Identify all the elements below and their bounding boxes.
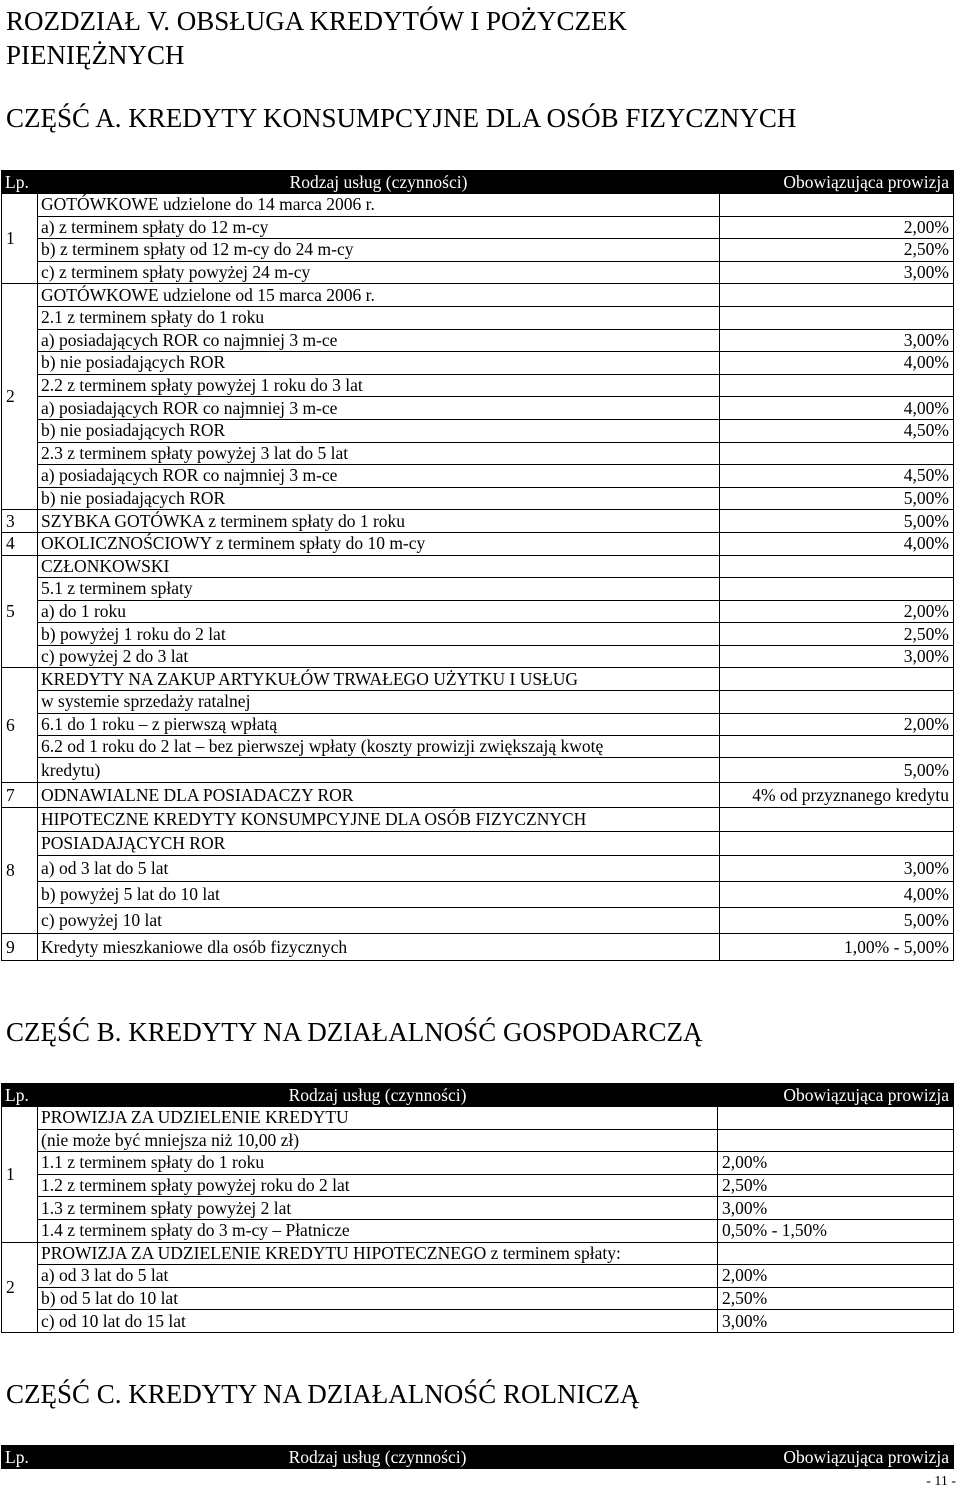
- table-row: [2, 397, 954, 420]
- row-lp: 8: [2, 808, 38, 934]
- table-part-c: [1, 1445, 954, 1469]
- table-row: [2, 1197, 954, 1220]
- row-fee: 2,50%: [720, 239, 954, 262]
- row-lp: 3: [2, 510, 38, 533]
- row-service: kredytu): [38, 758, 720, 783]
- table-row: [2, 645, 954, 668]
- row-service: 2.1 z terminem spłaty do 1 roku: [38, 306, 720, 329]
- row-service: a) posiadających ROR co najmniej 3 m-ce: [38, 397, 720, 420]
- table-row: [2, 239, 954, 262]
- row-service: 2.2 z terminem spłaty powyżej 1 roku do 3 lat: [38, 374, 720, 397]
- table-part-a: [1, 170, 954, 961]
- row-fee: 5,00%: [720, 908, 954, 934]
- row-service: 1.1 z terminem spłaty do 1 roku: [38, 1152, 718, 1175]
- table-header-row: [2, 171, 954, 194]
- row-fee: 4,00%: [720, 352, 954, 375]
- row-lp: 4: [2, 532, 38, 555]
- row-service: 1.2 z terminem spłaty powyżej roku do 2 lat: [38, 1174, 718, 1197]
- row-fee: 2,00%: [720, 600, 954, 623]
- row-lp: 2: [2, 284, 38, 510]
- row-service: 5.1 z terminem spłaty: [38, 578, 720, 601]
- row-fee: 4,50%: [720, 419, 954, 442]
- table-row: [2, 1287, 954, 1310]
- row-fee: [718, 1242, 954, 1265]
- table-row: [2, 1152, 954, 1175]
- row-fee: [720, 736, 954, 758]
- row-service: OKOLICZNOŚCIOWY z terminem spłaty do 10 m-cy: [38, 532, 720, 555]
- row-fee: 2,00%: [720, 713, 954, 736]
- row-service: a) do 1 roku: [38, 600, 720, 623]
- table-row: [2, 329, 954, 352]
- row-fee: 4% od przyznanego kredytu: [720, 783, 954, 808]
- table-row: [2, 419, 954, 442]
- row-fee: 5,00%: [720, 487, 954, 510]
- table-row: [2, 532, 954, 555]
- header-lp: Lp.: [2, 171, 38, 194]
- row-service: (nie może być mniejsza niż 10,00 zł): [38, 1129, 718, 1152]
- row-fee: [720, 194, 954, 217]
- header-service: Rodzaj usług (czynności): [38, 1446, 718, 1469]
- row-service: b) nie posiadających ROR: [38, 487, 720, 510]
- table-row: [2, 783, 954, 808]
- row-service: HIPOTECZNE KREDYTY KONSUMPCYJNE DLA OSÓB FIZYCZNYCH: [38, 808, 720, 832]
- row-service: GOTÓWKOWE udzielone od 15 marca 2006 r.: [38, 284, 720, 307]
- row-fee: 3,00%: [720, 856, 954, 882]
- row-service: b) nie posiadających ROR: [38, 419, 720, 442]
- row-service: w systemie sprzedaży ratalnej: [38, 691, 720, 714]
- header-fee: Obowiązująca prowizja: [718, 1084, 954, 1107]
- row-service: PROWIZJA ZA UDZIELENIE KREDYTU: [38, 1107, 718, 1130]
- table-row: [2, 510, 954, 533]
- row-service: CZŁONKOWSKI: [38, 555, 720, 578]
- header-service: Rodzaj usług (czynności): [38, 171, 720, 194]
- row-fee: [720, 306, 954, 329]
- row-service: b) nie posiadających ROR: [38, 352, 720, 375]
- row-fee: 5,00%: [720, 510, 954, 533]
- table-header-row: [2, 1446, 954, 1469]
- row-service: KREDYTY NA ZAKUP ARTYKUŁÓW TRWAŁEGO UŻYTKU I USŁUG: [38, 668, 720, 691]
- table-row: [2, 261, 954, 284]
- row-service: PROWIZJA ZA UDZIELENIE KREDYTU HIPOTECZNEGO z terminem spłaty:: [38, 1242, 718, 1265]
- row-service: Kredyty mieszkaniowe dla osób fizycznych: [38, 934, 720, 961]
- row-service: a) posiadających ROR co najmniej 3 m-ce: [38, 329, 720, 352]
- chapter-title-line-2: PIENIĘŻNYCH: [6, 40, 185, 70]
- table-part-b: [1, 1083, 954, 1333]
- row-service: a) od 3 lat do 5 lat: [38, 1265, 718, 1288]
- row-service: c) od 10 lat do 15 lat: [38, 1310, 718, 1333]
- table-row: [2, 713, 954, 736]
- row-fee: 4,00%: [720, 882, 954, 908]
- section-c-title: CZĘŚĆ C. KREDYTY NA DZIAŁALNOŚĆ ROLNICZĄ: [6, 1379, 640, 1409]
- row-service: 1.4 z terminem spłaty do 3 m-cy – Płatnicze: [38, 1219, 718, 1242]
- table-row: [2, 600, 954, 623]
- row-lp: 5: [2, 555, 38, 668]
- row-fee: 5,00%: [720, 758, 954, 783]
- row-service: c) powyżej 10 lat: [38, 908, 720, 934]
- row-service: c) z terminem spłaty powyżej 24 m-cy: [38, 261, 720, 284]
- row-fee: 2,00%: [718, 1152, 954, 1175]
- table-row: [2, 1129, 954, 1152]
- row-service: 1.3 z terminem spłaty powyżej 2 lat: [38, 1197, 718, 1220]
- table-row: [2, 284, 954, 307]
- row-lp: 2: [2, 1242, 38, 1332]
- row-fee: 3,00%: [718, 1310, 954, 1333]
- table-row: [2, 1242, 954, 1265]
- table-row: [2, 758, 954, 783]
- section-a-title: CZĘŚĆ A. KREDYTY KONSUMPCYJNE DLA OSÓB FIZYCZNYCH: [6, 103, 797, 133]
- chapter-title-line-1: ROZDZIAŁ V. OBSŁUGA KREDYTÓW I POŻYCZEK: [6, 6, 627, 36]
- row-lp: 7: [2, 783, 38, 808]
- row-fee: [720, 691, 954, 714]
- row-service: b) z terminem spłaty od 12 m-cy do 24 m-cy: [38, 239, 720, 262]
- row-fee: 3,00%: [720, 645, 954, 668]
- table-row: [2, 668, 954, 691]
- row-fee: [720, 284, 954, 307]
- row-service: b) powyżej 1 roku do 2 lat: [38, 623, 720, 646]
- row-fee: 2,50%: [718, 1287, 954, 1310]
- row-fee: [720, 374, 954, 397]
- row-lp: 6: [2, 668, 38, 783]
- table-row: [2, 832, 954, 856]
- row-service: 6.2 od 1 roku do 2 lat – bez pierwszej wpłaty (koszty prowizji zwiększają kwotę: [38, 736, 720, 758]
- row-service: POSIADAJĄCYCH ROR: [38, 832, 720, 856]
- table-row: [2, 1219, 954, 1242]
- section-b-title: CZĘŚĆ B. KREDYTY NA DZIAŁALNOŚĆ GOSPODARCZĄ: [6, 1017, 703, 1047]
- header-service: Rodzaj usług (czynności): [38, 1084, 718, 1107]
- row-service: a) od 3 lat do 5 lat: [38, 856, 720, 882]
- row-fee: [720, 668, 954, 691]
- header-lp: Lp.: [2, 1084, 38, 1107]
- table-row: [2, 856, 954, 882]
- page-number: - 11 -: [926, 1474, 956, 1489]
- table-header-row: [2, 1084, 954, 1107]
- table-row: [2, 808, 954, 832]
- table-row: [2, 736, 954, 758]
- table-row: [2, 934, 954, 961]
- table-row: [2, 374, 954, 397]
- row-fee: 1,00% - 5,00%: [720, 934, 954, 961]
- row-fee: 2,00%: [720, 216, 954, 239]
- table-row: [2, 1265, 954, 1288]
- table-row: [2, 1310, 954, 1333]
- table-row: [2, 216, 954, 239]
- row-lp: 1: [2, 1107, 38, 1243]
- table-row: [2, 623, 954, 646]
- row-fee: 2,00%: [718, 1265, 954, 1288]
- table-row: [2, 908, 954, 934]
- row-fee: 4,00%: [720, 397, 954, 420]
- row-fee: [720, 442, 954, 465]
- row-fee: 3,00%: [720, 261, 954, 284]
- row-service: c) powyżej 2 do 3 lat: [38, 645, 720, 668]
- row-fee: 2,50%: [720, 623, 954, 646]
- row-service: b) powyżej 5 lat do 10 lat: [38, 882, 720, 908]
- row-fee: 2,50%: [718, 1174, 954, 1197]
- row-fee: 4,50%: [720, 465, 954, 488]
- header-lp: Lp.: [2, 1446, 38, 1469]
- header-fee: Obowiązująca prowizja: [720, 171, 954, 194]
- row-fee: [720, 578, 954, 601]
- header-fee: Obowiązująca prowizja: [718, 1446, 954, 1469]
- table-row: [2, 555, 954, 578]
- table-row: [2, 442, 954, 465]
- row-service: ODNAWIALNE DLA POSIADACZY ROR: [38, 783, 720, 808]
- row-lp: 9: [2, 934, 38, 961]
- row-service: b) od 5 lat do 10 lat: [38, 1287, 718, 1310]
- table-row: [2, 578, 954, 601]
- row-service: 6.1 do 1 roku – z pierwszą wpłatą: [38, 713, 720, 736]
- row-fee: 3,00%: [720, 329, 954, 352]
- table-row: [2, 306, 954, 329]
- row-fee: 3,00%: [718, 1197, 954, 1220]
- row-fee: [718, 1107, 954, 1130]
- row-service: a) posiadających ROR co najmniej 3 m-ce: [38, 465, 720, 488]
- chapter-title: [6, 4, 627, 72]
- row-service: SZYBKA GOTÓWKA z terminem spłaty do 1 roku: [38, 510, 720, 533]
- table-row: [2, 882, 954, 908]
- table-row: [2, 1174, 954, 1197]
- row-fee: [720, 555, 954, 578]
- row-service: GOTÓWKOWE udzielone do 14 marca 2006 r.: [38, 194, 720, 217]
- table-row: [2, 1107, 954, 1130]
- table-row: [2, 487, 954, 510]
- row-fee: 4,00%: [720, 532, 954, 555]
- row-service: a) z terminem spłaty do 12 m-cy: [38, 216, 720, 239]
- table-row: [2, 465, 954, 488]
- row-fee: [720, 808, 954, 832]
- row-fee: [718, 1129, 954, 1152]
- table-row: [2, 691, 954, 714]
- table-row: [2, 194, 954, 217]
- row-fee: 0,50% - 1,50%: [718, 1219, 954, 1242]
- row-lp: 1: [2, 194, 38, 284]
- table-row: [2, 352, 954, 375]
- row-fee: [720, 832, 954, 856]
- row-service: 2.3 z terminem spłaty powyżej 3 lat do 5 lat: [38, 442, 720, 465]
